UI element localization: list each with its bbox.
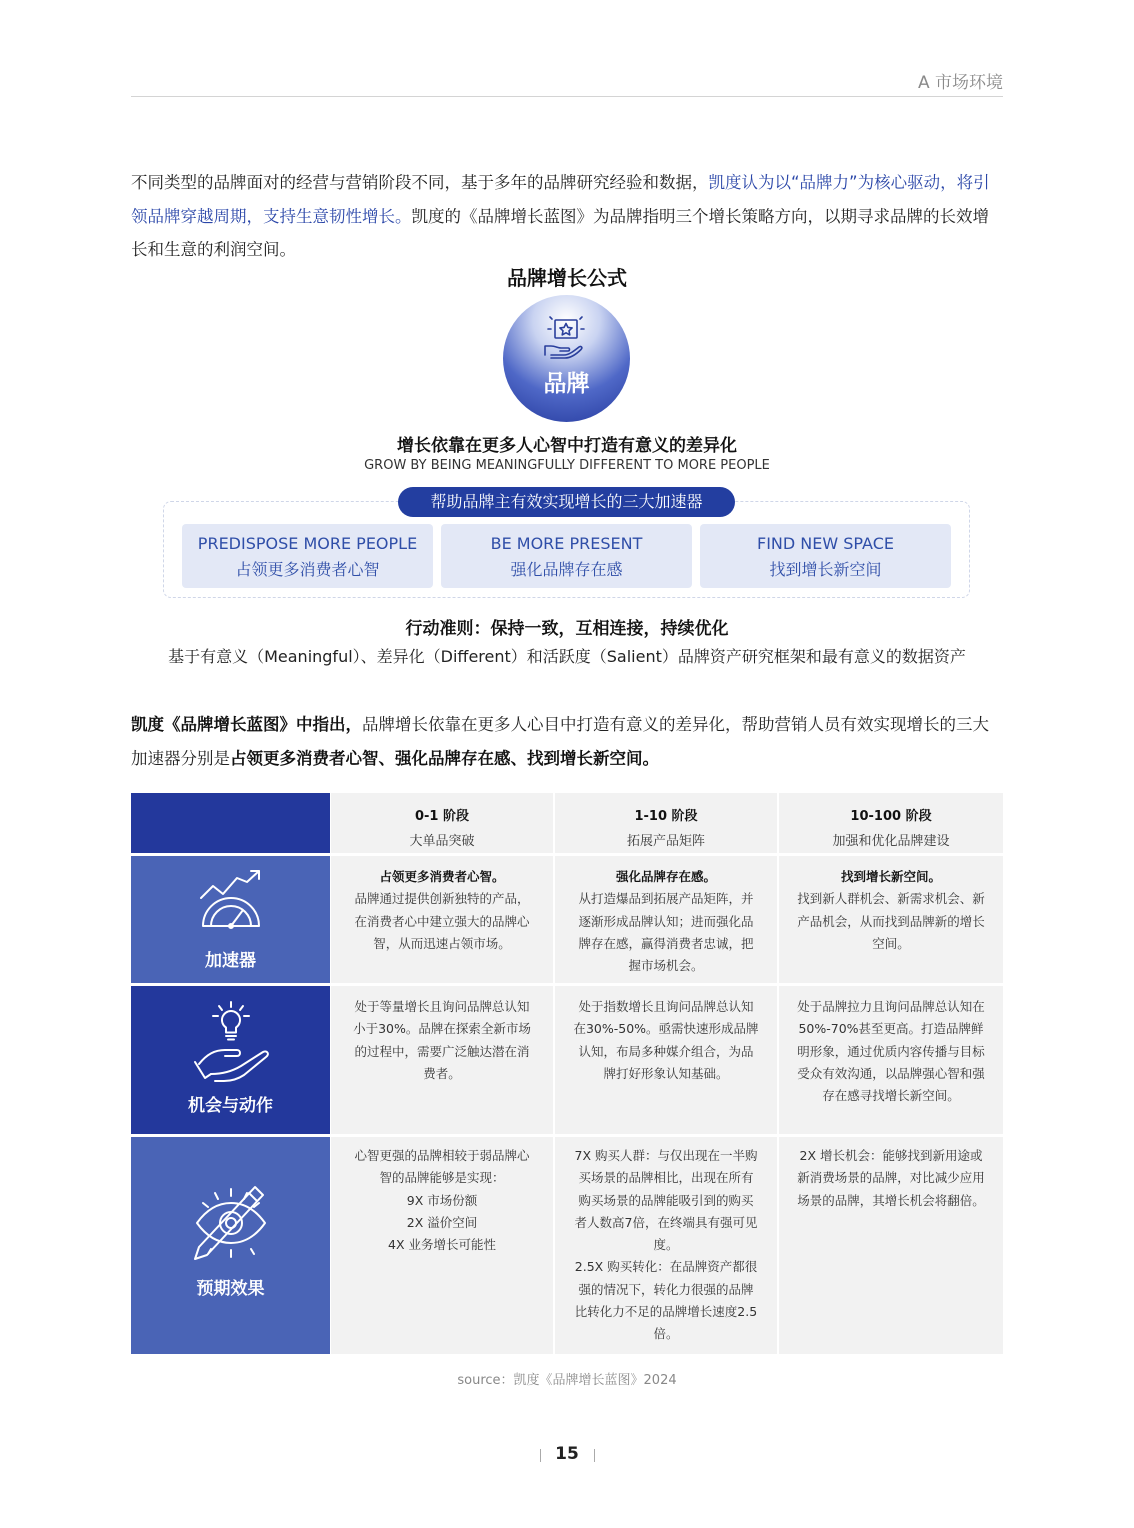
table-cell <box>779 986 1003 1134</box>
row-label: 机会与动作 <box>188 1096 273 1116</box>
growth-statement-cn: 增长依靠在更多人心智中打造有意义的差异化 <box>397 436 737 456</box>
table-header-stage-2 <box>555 793 777 853</box>
row-label: 加速器 <box>205 951 256 971</box>
stage-subtitle: 大单品突破 <box>409 834 475 849</box>
cell-text: 处于指数增长且询问品牌总认知在30%-50%。亟需快速形成品牌认知，布局多种媒介组合，为品牌打好形象认知基础。 <box>573 999 759 1081</box>
cell-text: 处于品牌拉力且询问品牌总认知在50%-70%甚至更高。打造品牌鲜明形象，通过优质内容传播与目标受众有效沟通，以品牌强心智和强存在感寻找增长新空间。 <box>797 999 985 1104</box>
accelerator-en: BE MORE PRESENT <box>490 534 643 553</box>
accelerator-cn: 强化品牌存在感 <box>510 560 623 579</box>
brand-circle-label: 品牌 <box>543 371 590 397</box>
brand-circle <box>503 295 630 422</box>
growth-statement-en: GROW BY BEING MEANINGFULLY DIFFERENT TO MORE PEOPLE <box>364 458 770 473</box>
cell-text: 找到新人群机会、新需求机会、新产品机会，从而找到品牌新的增长空间。 <box>797 891 985 951</box>
table-cell <box>555 856 777 983</box>
cell-text: 品牌通过提供创新独特的产品，在消费者心中建立强大的品牌心智，从而迅速占领市场。 <box>354 891 530 951</box>
table-cell <box>331 1137 553 1354</box>
intro-text-2: 凯度的《品牌增长蓝图》为品牌指明三个增长策略方向，以期寻求品牌的长效增长和生意的利润空间。 <box>131 206 989 259</box>
stage-label: 10-100 阶段 <box>850 809 932 824</box>
table-cell <box>779 856 1003 983</box>
accelerator-cn: 占领更多消费者心智 <box>235 560 380 579</box>
summary-bold-2: 占领更多消费者心智、强化品牌存在感、找到增长新空间。 <box>230 748 659 768</box>
source-note: source：凯度《品牌增长蓝图》2024 <box>457 1373 677 1388</box>
table-header-stage-1 <box>331 793 553 853</box>
summary-bold-1: 凯度《品牌增长蓝图》中指出， <box>131 715 362 734</box>
cell-text: 从打造爆品到拓展产品矩阵，并逐渐形成品牌认知；进而强化品牌存在感，赢得消费者忠诚，把握市场机会。 <box>578 891 754 974</box>
stage-subtitle: 拓展产品矩阵 <box>626 834 705 849</box>
cell-text: 处于等量增长且询问品牌总认知小于30%。品牌在探索全新市场的过程中，需要广泛触达潜在消费者。 <box>353 999 531 1081</box>
cell-title: 找到增长新空间。 <box>840 869 941 884</box>
stage-subtitle: 加强和优化品牌建设 <box>832 834 950 849</box>
cell-line: 2X 增长机会：能够找到新用途或新消费场景的品牌，对比减少应用场景的品牌，其增长机会将翻倍。 <box>797 1148 985 1208</box>
table-cell <box>555 986 777 1134</box>
intro-highlight: 凯度认为以“品牌力”为核心驱动，将引领品牌穿越周期，支持生意韧性增长。 <box>131 173 990 226</box>
section-header: A 市场环境 <box>917 73 1003 93</box>
accelerator-card-3 <box>700 524 951 588</box>
row-label-opportunity <box>131 986 330 1134</box>
stage-label: 1-10 阶段 <box>634 809 698 824</box>
cell-title: 强化品牌存在感。 <box>615 869 716 884</box>
cell-title: 占领更多消费者心智。 <box>379 869 505 884</box>
cell-line: 7X 购买人群：与仅出现在一半购买场景的品牌相比，出现在所有购买场景的品牌能吸引到的购买者人数高7倍，在终端具有强可见度。 <box>574 1148 758 1253</box>
accelerator-card-2 <box>441 524 692 588</box>
summary-text: 品牌增长依靠在更多人心目中打造有意义的差异化，帮助营销人员有效实现增长的三大加速器分别是 <box>131 715 989 768</box>
cell-line: 9X 市场份额 <box>406 1192 478 1208</box>
page-number: 15 <box>555 1444 579 1464</box>
stage-label: 0-1 阶段 <box>414 809 469 824</box>
table-corner <box>131 793 330 853</box>
hand-star-icon <box>540 313 592 361</box>
cell-line: 4X 业务增长可能性 <box>388 1237 496 1253</box>
summary-paragraph <box>131 708 1003 775</box>
table-cell <box>779 1137 1003 1354</box>
cell-line: 心智更强的品牌相较于弱品牌心智的品牌能够是实现： <box>354 1148 530 1186</box>
principle-description: 基于有意义（Meaningful）、差异化（Different）和活跃度（Salient）品牌资产研究框架和最有意义的数据资产 <box>168 647 966 666</box>
cell-line: 2X 溢价空间 <box>406 1214 478 1230</box>
principle-title: 行动准则：保持一致，互相连接，持续优化 <box>405 619 729 639</box>
growth-gauge-icon <box>197 868 265 930</box>
accelerator-pill: 帮助品牌主有效实现增长的三大加速器 <box>398 487 735 517</box>
page-number-bar-right <box>594 1449 595 1462</box>
intro-paragraph <box>131 166 1003 267</box>
accelerator-card-1 <box>182 524 433 588</box>
intro-text-1: 不同类型的品牌面对的经营与营销阶段不同，基于多年的品牌研究经验和数据， <box>131 173 709 192</box>
table-cell <box>331 986 553 1134</box>
formula-title: 品牌增长公式 <box>507 266 627 290</box>
row-label-accelerator <box>131 856 330 983</box>
accelerator-en: FIND NEW SPACE <box>756 534 894 553</box>
header-divider <box>131 96 1003 97</box>
table-cell <box>331 856 553 983</box>
lightbulb-hand-icon <box>191 1000 271 1082</box>
accelerator-cn: 找到增长新空间 <box>769 560 882 579</box>
accelerator-en: PREDISPOSE MORE PEOPLE <box>197 534 418 553</box>
table-cell <box>555 1137 777 1354</box>
row-label: 预期效果 <box>196 1279 265 1299</box>
eye-pencil-icon <box>189 1185 273 1265</box>
table-header-stage-3 <box>779 793 1003 853</box>
row-label-expected-effect <box>131 1137 330 1354</box>
cell-line: 2.5X 购买转化：在品牌资产都很强的情况下，转化力很强的品牌比转化力不足的品牌增长速度2.5倍。 <box>574 1259 758 1342</box>
